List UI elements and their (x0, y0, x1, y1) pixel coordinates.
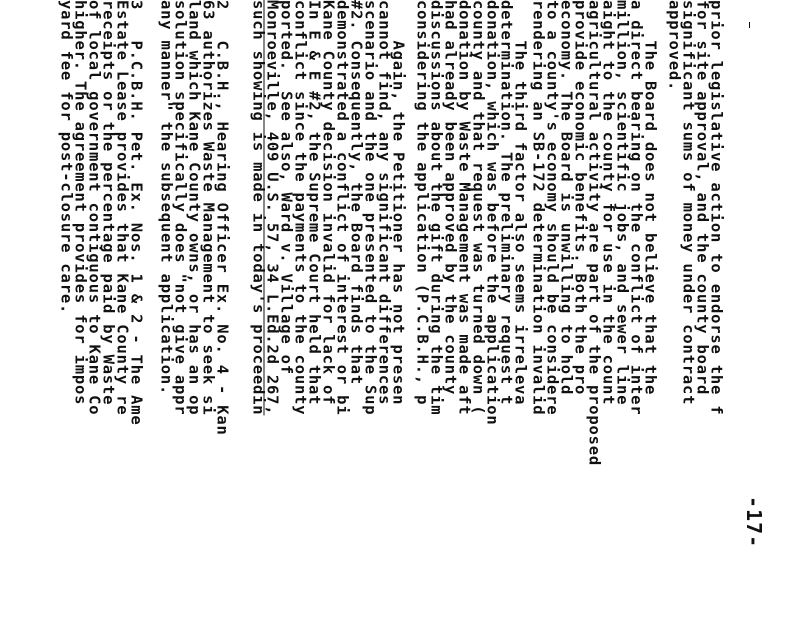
footnote-line: solution specifically does "not give appr (171, 0, 190, 416)
body-line: agricultural activity are part of the proposed (585, 0, 604, 467)
body-line: rendering an SB-172 determination invalid (529, 0, 548, 416)
body-line: donation, which was before the application (483, 0, 502, 426)
body-line: #2. Consequently, the Board finds that (347, 0, 366, 386)
footnote-line: land which Kane County owns, or has an op (185, 0, 204, 416)
body-line: cannot find, any significant differences (375, 0, 394, 406)
body-line: approved. (665, 0, 684, 92)
footnote-line: Estate Lease provides that Kane County re (113, 0, 132, 416)
body-line: aight to the county for use in the count (599, 0, 618, 406)
body-line: million, scientific jobs, and sewer line (613, 0, 632, 406)
footnote-line: any manner" the subsequent application. (157, 0, 176, 396)
body-line: provide economic benefits. Both the pro (571, 0, 590, 396)
body-line: to a county's economy should be considere (543, 0, 562, 416)
body-line: donation by Waste Management was made aft (455, 0, 474, 416)
body-line: scenario and the one presented to the Sup (361, 0, 380, 416)
body-line: conflict since the payments to the county (291, 0, 310, 416)
footnote-line: 63 authorizes Waste Management to seek si (199, 0, 218, 416)
body-line: In E & E #2, the Supreme Court held that (305, 0, 324, 406)
body-line: discussions about the gift during the tim (427, 0, 446, 416)
body-line: The third factor also seems irreleva (511, 0, 530, 406)
body-line: economy. The Board is unwilling to hold (557, 0, 576, 396)
footnote-line: yard fee for post-closure care. (57, 0, 76, 315)
footnote-line: of local government contiguous to Kane Co (85, 0, 104, 416)
body-line: determination. The preliminary request t (497, 0, 516, 406)
body-line: demonstrated a conflict of interest or bi (333, 0, 352, 416)
scan-mark (749, 22, 750, 28)
footnote-line: 3 P.C.B.H. Pet. Ex. Nos. 1 & 2 - The Ame (127, 0, 146, 426)
body-line: considering the application (P.C.B.H., p (413, 0, 432, 406)
body-line: Kane County decision invalid for lack of (319, 0, 338, 406)
body-line: ported. See also, Ward v. Village of (277, 0, 296, 375)
body-line: significant sums of money under contract (679, 0, 698, 406)
body-line: a direct bearing on the conflict of inter (627, 0, 646, 416)
body-line: for site approval, and the county board (693, 0, 712, 396)
body-line: The Board does not believe that the (641, 0, 660, 396)
body-line: Again, the Petitioner has not presen (389, 0, 408, 406)
page-number: -17- (742, 496, 766, 549)
footnote-line: higher. The agreement provides for impos (71, 0, 90, 406)
body-line: such showing is made in today's proceedin (249, 0, 268, 416)
body-line: had already been approved by the county (441, 0, 460, 396)
body-line-citation: Monroeville, 409 U.S. 57, 34 L.Ed.2d 267, (263, 0, 282, 416)
body-line: county and that request was turned down ( (469, 0, 488, 416)
body-line: prior legislative action to endorse the f (707, 0, 726, 416)
footnote-line: 2 C.B.H., Hearing Officer Ex. No. 4 - Kan (213, 0, 232, 436)
footnote-line: receipts or the percentage paid by Waste (99, 0, 118, 406)
